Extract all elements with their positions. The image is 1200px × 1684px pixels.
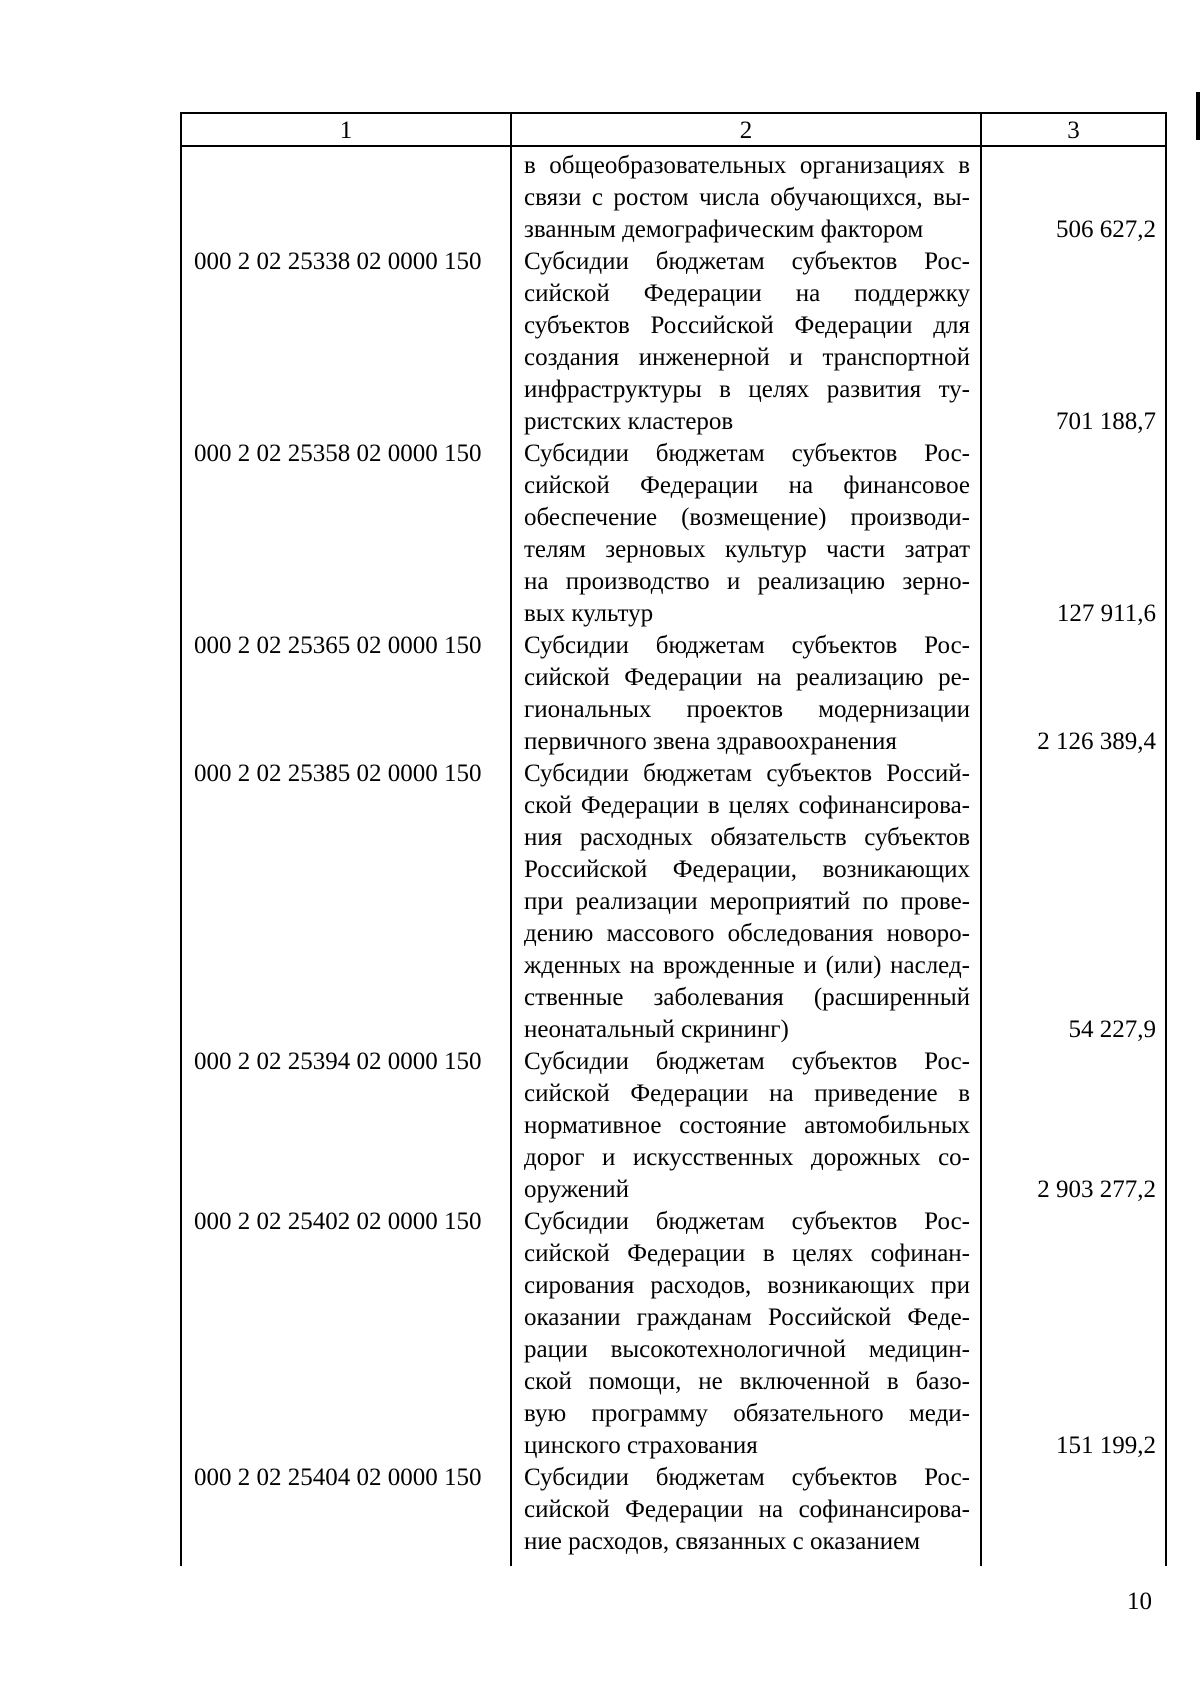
table-row <box>0 1206 1200 1462</box>
description-line: на производство и реализацию зерно- <box>524 568 970 595</box>
table-row-continued <box>0 150 1200 246</box>
table-top-border <box>180 112 1167 114</box>
description-line: обеспечение (возмещение) производи- <box>524 504 970 531</box>
row-description <box>524 246 970 438</box>
row-description <box>524 630 970 758</box>
description-line: ние расходов, связанных с оказанием <box>524 1528 921 1555</box>
description-line: субъектов Российской Федерации для <box>524 312 970 339</box>
description-line: сийской Федерации на приведение в <box>524 1080 970 1107</box>
description-line: сийской Федерации на реализацию ре- <box>524 664 970 691</box>
description-line: сийской Федерации на поддержку <box>524 280 970 307</box>
row-description <box>524 1462 970 1558</box>
description-line: ской Федерации в целях софинансирова- <box>524 792 970 819</box>
budget-code: 000 2 02 25404 02 0000 150 <box>194 1464 482 1491</box>
row-amount: 54 227,9 <box>1068 1016 1156 1043</box>
budget-code: 000 2 02 25365 02 0000 150 <box>194 632 482 659</box>
budget-code: 000 2 02 25358 02 0000 150 <box>194 440 482 467</box>
description-line: оружений <box>524 1176 630 1203</box>
description-line: Российской Федерации, возникающих <box>524 856 970 883</box>
description-line: цинского страхования <box>524 1432 758 1459</box>
description-line: ской помощи, не включенной в базо- <box>524 1368 970 1395</box>
page-number: 10 <box>1127 1588 1152 1615</box>
column-header-3: 3 <box>1067 117 1080 144</box>
row-amount: 506 627,2 <box>1056 216 1156 243</box>
row-description <box>524 758 970 1046</box>
description-line: Субсидии бюджетам субъектов Рос- <box>524 632 970 659</box>
description-line: сийской Федерации на софинансирова- <box>524 1496 970 1523</box>
description-line: неонатальный скрининг) <box>524 1016 789 1043</box>
table-row <box>0 630 1200 758</box>
table-row <box>0 1046 1200 1206</box>
description-line: ристских кластеров <box>524 408 734 435</box>
description-line: Субсидии бюджетам субъектов Рос- <box>524 1464 970 1491</box>
description-line: ственные заболевания (расширенный <box>524 984 970 1011</box>
row-amount: 151 199,2 <box>1056 1432 1156 1459</box>
description-line: вых культур <box>524 600 654 627</box>
budget-code: 000 2 02 25338 02 0000 150 <box>194 248 482 275</box>
column-header-2: 2 <box>739 117 753 144</box>
row-amount: 2 903 277,2 <box>1037 1176 1156 1203</box>
row-amount: 127 911,6 <box>1056 600 1156 627</box>
description-line: телям зерновых культур части затрат <box>524 536 970 563</box>
description-line: жденных на врожденные и (или) наслед- <box>524 952 970 979</box>
description-line: в общеобразовательных организациях в <box>524 152 970 179</box>
table-row <box>0 758 1200 1046</box>
description-line: Субсидии бюджетам субъектов Рос- <box>524 1208 970 1235</box>
description-line: оказании гражданам Российской Феде- <box>524 1304 970 1331</box>
description-line: дорог и искусственных дорожных со- <box>524 1144 970 1171</box>
description-line: сийской Федерации в целях софинан- <box>524 1240 970 1267</box>
description-line: рации высокотехнологичной медицин- <box>524 1336 970 1363</box>
page-edge-mark <box>1196 92 1200 140</box>
table-row <box>0 438 1200 630</box>
row-description <box>524 1206 970 1462</box>
description-line: Субсидии бюджетам субъектов Рос- <box>524 440 970 467</box>
row-description <box>524 1046 970 1206</box>
description-line: связи с ростом числа обучающихся, вы- <box>524 184 970 211</box>
row-amount: 2 126 389,4 <box>1037 728 1156 755</box>
row-description <box>524 438 970 630</box>
description-line: дению массового обследования новоро- <box>524 920 970 947</box>
description-line: ния расходных обязательств субъектов <box>524 824 970 851</box>
description-line: сийской Федерации на финансовое <box>524 472 970 499</box>
description-line: нормативное состояние автомобильных <box>524 1112 970 1139</box>
description-line: Субсидии бюджетам субъектов Россий- <box>524 760 970 787</box>
description-line: сирования расходов, возникающих при <box>524 1272 970 1299</box>
description-line: первичного звена здравоохранения <box>524 728 897 755</box>
budget-code: 000 2 02 25394 02 0000 150 <box>194 1048 482 1075</box>
description-line: Субсидии бюджетам субъектов Рос- <box>524 1048 970 1075</box>
description-line: гиональных проектов модернизации <box>524 696 970 723</box>
table-row <box>0 1462 1200 1558</box>
table-row <box>0 246 1200 438</box>
description-line: вую программу обязательного меди- <box>524 1400 970 1427</box>
column-header-1: 1 <box>339 117 353 144</box>
budget-code: 000 2 02 25402 02 0000 150 <box>194 1208 482 1235</box>
row-description <box>524 150 970 246</box>
description-line: при реализации мероприятий по прове- <box>524 888 970 915</box>
row-amount: 701 188,7 <box>1056 408 1156 435</box>
description-line: инфраструктуры в целях развития ту- <box>524 376 970 403</box>
description-line: создания инженерной и транспортной <box>524 344 970 371</box>
description-line: званным демографическим фактором <box>524 216 924 243</box>
budget-code: 000 2 02 25385 02 0000 150 <box>194 760 482 787</box>
description-line: Субсидии бюджетам субъектов Рос- <box>524 248 970 275</box>
